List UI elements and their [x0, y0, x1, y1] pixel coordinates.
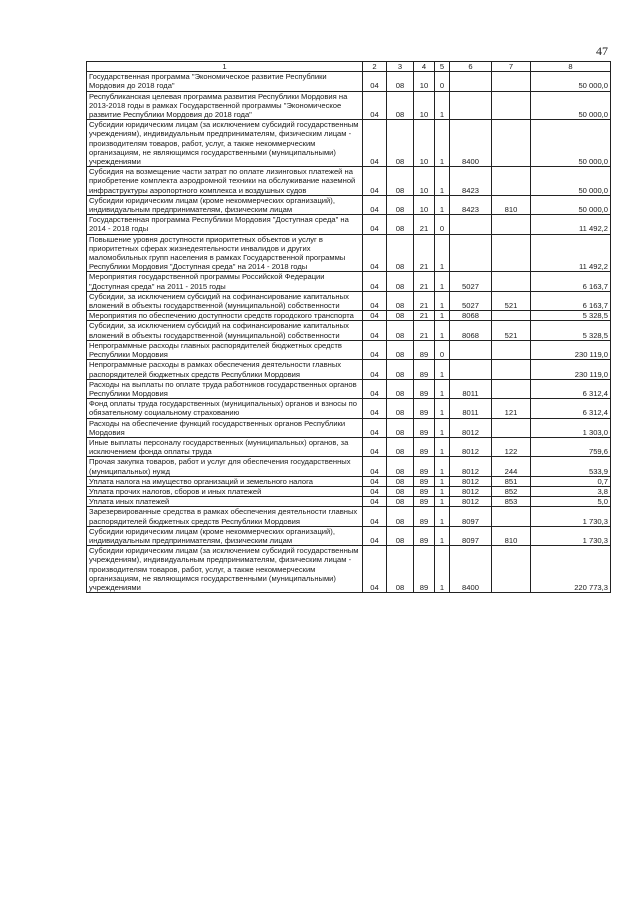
cell-col-7: [492, 379, 531, 398]
cell-col-7: 851: [492, 476, 531, 486]
cell-col-6: 8011: [450, 379, 492, 398]
cell-col-3: 08: [387, 321, 414, 340]
cell-amount: 220 773,3: [531, 546, 611, 593]
table-row: [87, 167, 611, 196]
cell-col-3: 08: [387, 272, 414, 291]
table-row: [87, 72, 611, 91]
table-row: [87, 526, 611, 545]
cell-name: Государственная программа "Экономическое развитие Республики Мордовия до 2018 года": [87, 72, 363, 91]
cell-col-3: 08: [387, 360, 414, 379]
cell-name: Республиканская целевая программа развития Республики Мордовия на 2013-2018 годы в рамках Государственной программы "Экономическое развитие Республики Мордовия до 2018 года": [87, 91, 363, 120]
cell-col-7: [492, 507, 531, 526]
cell-col-7: 852: [492, 486, 531, 496]
table-row: [87, 291, 611, 310]
cell-col-2: 04: [363, 486, 387, 496]
cell-col-6: [450, 72, 492, 91]
table-row: [87, 507, 611, 526]
cell-col-4: 89: [414, 457, 435, 476]
cell-col-7: [492, 546, 531, 593]
cell-amount: 50 000,0: [531, 72, 611, 91]
cell-col-7: [492, 234, 531, 272]
cell-col-4: 21: [414, 215, 435, 234]
cell-col-7: 810: [492, 526, 531, 545]
cell-col-6: 8423: [450, 167, 492, 196]
cell-col-4: 89: [414, 486, 435, 496]
budget-table: [86, 61, 611, 593]
cell-col-6: 8011: [450, 399, 492, 418]
cell-col-2: 04: [363, 234, 387, 272]
cell-amount: 6 312,4: [531, 399, 611, 418]
cell-col-3: 08: [387, 526, 414, 545]
cell-name: Уплата прочих налогов, сборов и иных платежей: [87, 486, 363, 496]
table-row: [87, 379, 611, 398]
cell-col-7: 121: [492, 399, 531, 418]
cell-col-4: 89: [414, 418, 435, 437]
cell-amount: 6 163,7: [531, 272, 611, 291]
cell-col-4: 89: [414, 507, 435, 526]
cell-col-4: 89: [414, 526, 435, 545]
cell-col-5: 1: [435, 546, 450, 593]
cell-name: Непрограммные расходы главных распорядителей бюджетных средств Республики Мордовия: [87, 340, 363, 359]
cell-col-3: 08: [387, 476, 414, 486]
cell-amount: 1 303,0: [531, 418, 611, 437]
cell-col-6: 8012: [450, 497, 492, 507]
cell-col-3: 08: [387, 437, 414, 456]
cell-col-2: 04: [363, 72, 387, 91]
cell-col-4: 21: [414, 234, 435, 272]
cell-col-6: 8012: [450, 418, 492, 437]
cell-name: Зарезервированные средства в рамках обеспечения деятельности главных распорядителей бюджетных средств Республики Мордовия: [87, 507, 363, 526]
cell-col-6: 8400: [450, 546, 492, 593]
cell-col-5: 1: [435, 291, 450, 310]
cell-col-6: 8400: [450, 120, 492, 167]
cell-col-7: [492, 311, 531, 321]
cell-col-4: 89: [414, 437, 435, 456]
cell-col-3: 08: [387, 72, 414, 91]
cell-col-6: 8097: [450, 507, 492, 526]
cell-amount: 1 730,3: [531, 526, 611, 545]
header-col-6: 6: [450, 62, 492, 72]
cell-col-2: 04: [363, 91, 387, 120]
cell-col-3: 08: [387, 291, 414, 310]
cell-col-7: 521: [492, 291, 531, 310]
table-row: [87, 195, 611, 214]
cell-col-5: 0: [435, 340, 450, 359]
cell-col-5: 1: [435, 526, 450, 545]
cell-col-5: 1: [435, 311, 450, 321]
cell-col-7: 244: [492, 457, 531, 476]
cell-name: Расходы на выплаты по оплате труда работников государственных органов Республики Мордовия: [87, 379, 363, 398]
cell-col-3: 08: [387, 497, 414, 507]
cell-col-3: 08: [387, 195, 414, 214]
cell-name: Уплата налога на имущество организаций и земельного налога: [87, 476, 363, 486]
cell-amount: 50 000,0: [531, 167, 611, 196]
cell-name: Прочая закупка товаров, работ и услуг для обеспечения государственных (муниципальных) нужд: [87, 457, 363, 476]
cell-name: Субсидии юридическим лицам (за исключением субсидий государственным учреждениям), индивидуальным предпринимателям, физическим лицам - производителям товаров, работ, услуг, а также некоммерческим организациям, не являющимся государственными (муниципальными) учреждениями: [87, 120, 363, 167]
cell-col-7: [492, 72, 531, 91]
cell-col-3: 08: [387, 311, 414, 321]
cell-col-4: 21: [414, 272, 435, 291]
cell-col-5: 1: [435, 437, 450, 456]
cell-col-4: 10: [414, 72, 435, 91]
page-number: 47: [596, 44, 608, 58]
cell-col-2: 04: [363, 399, 387, 418]
table-header-row: [87, 62, 611, 72]
cell-col-6: [450, 360, 492, 379]
cell-col-6: 8068: [450, 321, 492, 340]
cell-col-7: [492, 167, 531, 196]
cell-col-5: 1: [435, 379, 450, 398]
table-row: [87, 486, 611, 496]
cell-col-5: 1: [435, 120, 450, 167]
cell-col-5: 1: [435, 272, 450, 291]
cell-col-4: 21: [414, 291, 435, 310]
cell-amount: 11 492,2: [531, 234, 611, 272]
cell-col-3: 08: [387, 167, 414, 196]
cell-col-5: 1: [435, 497, 450, 507]
cell-col-6: [450, 215, 492, 234]
cell-col-3: 08: [387, 91, 414, 120]
table-row: [87, 321, 611, 340]
table-row: [87, 272, 611, 291]
cell-col-3: 08: [387, 120, 414, 167]
table-row: [87, 437, 611, 456]
cell-col-4: 89: [414, 360, 435, 379]
cell-col-4: 21: [414, 311, 435, 321]
cell-col-4: 89: [414, 379, 435, 398]
cell-col-3: 08: [387, 234, 414, 272]
cell-col-7: [492, 340, 531, 359]
cell-col-5: 1: [435, 486, 450, 496]
cell-col-7: [492, 91, 531, 120]
cell-col-5: 1: [435, 399, 450, 418]
cell-col-4: 10: [414, 91, 435, 120]
cell-name: Уплата иных платежей: [87, 497, 363, 507]
table-row: [87, 497, 611, 507]
cell-name: Расходы на обеспечение функций государственных органов Республики Мордовия: [87, 418, 363, 437]
cell-col-6: 8097: [450, 526, 492, 545]
cell-amount: 11 492,2: [531, 215, 611, 234]
cell-col-6: 8012: [450, 437, 492, 456]
cell-col-3: 08: [387, 457, 414, 476]
table-row: [87, 418, 611, 437]
cell-col-7: 853: [492, 497, 531, 507]
table-row: [87, 476, 611, 486]
cell-name: Иные выплаты персоналу государственных (муниципальных) органов, за исключением фонда оплаты труда: [87, 437, 363, 456]
header-col-2: 2: [363, 62, 387, 72]
cell-name: Государственная программа Республики Мордовия "Доступная среда" на 2014 - 2018 годы: [87, 215, 363, 234]
cell-col-2: 04: [363, 526, 387, 545]
cell-col-6: 8012: [450, 457, 492, 476]
header-col-7: 7: [492, 62, 531, 72]
cell-amount: 6 163,7: [531, 291, 611, 310]
cell-col-7: [492, 120, 531, 167]
cell-col-2: 04: [363, 272, 387, 291]
cell-col-7: 810: [492, 195, 531, 214]
table-row: [87, 234, 611, 272]
cell-col-5: 1: [435, 195, 450, 214]
cell-col-2: 04: [363, 360, 387, 379]
cell-name: Субсидии юридическим лицам (за исключением субсидий государственным учреждениям), индивидуальным предпринимателям, физическим лицам - производителям товаров, работ, услуг, а также некоммерческим организациям, не являющимся государственными (муниципальными) учреждениями: [87, 546, 363, 593]
table-row: [87, 546, 611, 593]
cell-amount: 6 312,4: [531, 379, 611, 398]
cell-col-2: 04: [363, 497, 387, 507]
cell-col-2: 04: [363, 379, 387, 398]
cell-col-3: 08: [387, 399, 414, 418]
cell-col-6: 8012: [450, 476, 492, 486]
cell-col-2: 04: [363, 476, 387, 486]
cell-col-5: 1: [435, 457, 450, 476]
cell-name: Субсидии юридическим лицам (кроме некоммерческих организаций), индивидуальным предпринимателям, физическим лицам: [87, 195, 363, 214]
cell-col-7: 521: [492, 321, 531, 340]
cell-col-5: 1: [435, 476, 450, 486]
cell-col-4: 89: [414, 476, 435, 486]
cell-col-2: 04: [363, 546, 387, 593]
table-row: [87, 399, 611, 418]
cell-amount: 759,6: [531, 437, 611, 456]
cell-col-5: 0: [435, 215, 450, 234]
cell-col-2: 04: [363, 507, 387, 526]
cell-amount: 50 000,0: [531, 195, 611, 214]
cell-col-4: 10: [414, 167, 435, 196]
cell-col-3: 08: [387, 418, 414, 437]
cell-name: Субсидия на возмещение части затрат по оплате лизинговых платежей на приобретение комплекта аэродромной техники на обслуживание наземной инфраструктуры аэропортного комплекса и воздушных судов: [87, 167, 363, 196]
cell-col-5: 1: [435, 360, 450, 379]
cell-col-2: 04: [363, 457, 387, 476]
cell-col-6: [450, 91, 492, 120]
cell-col-2: 04: [363, 340, 387, 359]
table-row: [87, 120, 611, 167]
cell-col-6: 8012: [450, 486, 492, 496]
cell-amount: 5 328,5: [531, 321, 611, 340]
cell-col-4: 10: [414, 195, 435, 214]
cell-col-5: 1: [435, 234, 450, 272]
table-row: [87, 340, 611, 359]
cell-col-7: [492, 215, 531, 234]
cell-col-5: 1: [435, 91, 450, 120]
header-col-4: 4: [414, 62, 435, 72]
cell-col-3: 08: [387, 215, 414, 234]
cell-amount: 230 119,0: [531, 340, 611, 359]
cell-col-6: [450, 234, 492, 272]
cell-col-3: 08: [387, 486, 414, 496]
cell-amount: 5,0: [531, 497, 611, 507]
cell-col-6: 5027: [450, 291, 492, 310]
table-row: [87, 91, 611, 120]
cell-col-2: 04: [363, 167, 387, 196]
cell-amount: 533,9: [531, 457, 611, 476]
cell-amount: 5 328,5: [531, 311, 611, 321]
cell-name: Повышение уровня доступности приоритетных объектов и услуг в приоритетных сферах жизнедеятельности инвалидов и других маломобильных групп населения в рамках Государственной программы Республики Мордовия "Доступная среда" на 2014 - 2018 годы: [87, 234, 363, 272]
header-col-8: 8: [531, 62, 611, 72]
cell-col-2: 04: [363, 437, 387, 456]
cell-col-5: 1: [435, 321, 450, 340]
cell-name: Фонд оплаты труда государственных (муниципальных) органов и взносы по обязательному социальному страхованию: [87, 399, 363, 418]
cell-amount: 50 000,0: [531, 120, 611, 167]
cell-col-4: 10: [414, 120, 435, 167]
table-row: [87, 311, 611, 321]
cell-amount: 0,7: [531, 476, 611, 486]
cell-col-2: 04: [363, 311, 387, 321]
cell-col-2: 04: [363, 418, 387, 437]
cell-col-4: 89: [414, 399, 435, 418]
cell-col-5: 1: [435, 507, 450, 526]
cell-col-7: 122: [492, 437, 531, 456]
cell-amount: 230 119,0: [531, 360, 611, 379]
cell-name: Субсидии, за исключением субсидий на софинансирование капитальных вложений в объекты государственной (муниципальной) собственности: [87, 291, 363, 310]
cell-col-3: 08: [387, 340, 414, 359]
header-col-1: 1: [87, 62, 363, 72]
cell-col-4: 21: [414, 321, 435, 340]
cell-name: Мероприятия государственной программы Российской Федерации "Доступная среда" на 2011 - 2015 годы: [87, 272, 363, 291]
cell-col-6: [450, 340, 492, 359]
cell-col-5: 0: [435, 72, 450, 91]
cell-name: Мероприятия по обеспечению доступности средств городского транспорта: [87, 311, 363, 321]
cell-col-7: [492, 360, 531, 379]
table-row: [87, 360, 611, 379]
cell-col-2: 04: [363, 195, 387, 214]
cell-col-3: 08: [387, 546, 414, 593]
cell-col-2: 04: [363, 215, 387, 234]
header-col-5: 5: [435, 62, 450, 72]
cell-col-4: 89: [414, 497, 435, 507]
cell-col-2: 04: [363, 321, 387, 340]
table-row: [87, 457, 611, 476]
cell-col-3: 08: [387, 379, 414, 398]
cell-col-6: 8423: [450, 195, 492, 214]
cell-col-5: 1: [435, 418, 450, 437]
cell-col-7: [492, 418, 531, 437]
cell-amount: 3,8: [531, 486, 611, 496]
cell-amount: 1 730,3: [531, 507, 611, 526]
cell-col-6: 8068: [450, 311, 492, 321]
cell-name: Субсидии, за исключением субсидий на софинансирование капитальных вложений в объекты государственной (муниципальной) собственности: [87, 321, 363, 340]
cell-name: Субсидии юридическим лицам (кроме некоммерческих организаций), индивидуальным предпринимателям, физическим лицам: [87, 526, 363, 545]
cell-amount: 50 000,0: [531, 91, 611, 120]
cell-col-2: 04: [363, 291, 387, 310]
header-col-3: 3: [387, 62, 414, 72]
cell-col-4: 89: [414, 340, 435, 359]
cell-col-2: 04: [363, 120, 387, 167]
cell-col-5: 1: [435, 167, 450, 196]
cell-col-3: 08: [387, 507, 414, 526]
cell-col-6: 5027: [450, 272, 492, 291]
cell-col-7: [492, 272, 531, 291]
cell-name: Непрограммные расходы в рамках обеспечения деятельности главных распорядителей бюджетных средств Республики Мордовия: [87, 360, 363, 379]
table-row: [87, 215, 611, 234]
cell-col-4: 89: [414, 546, 435, 593]
